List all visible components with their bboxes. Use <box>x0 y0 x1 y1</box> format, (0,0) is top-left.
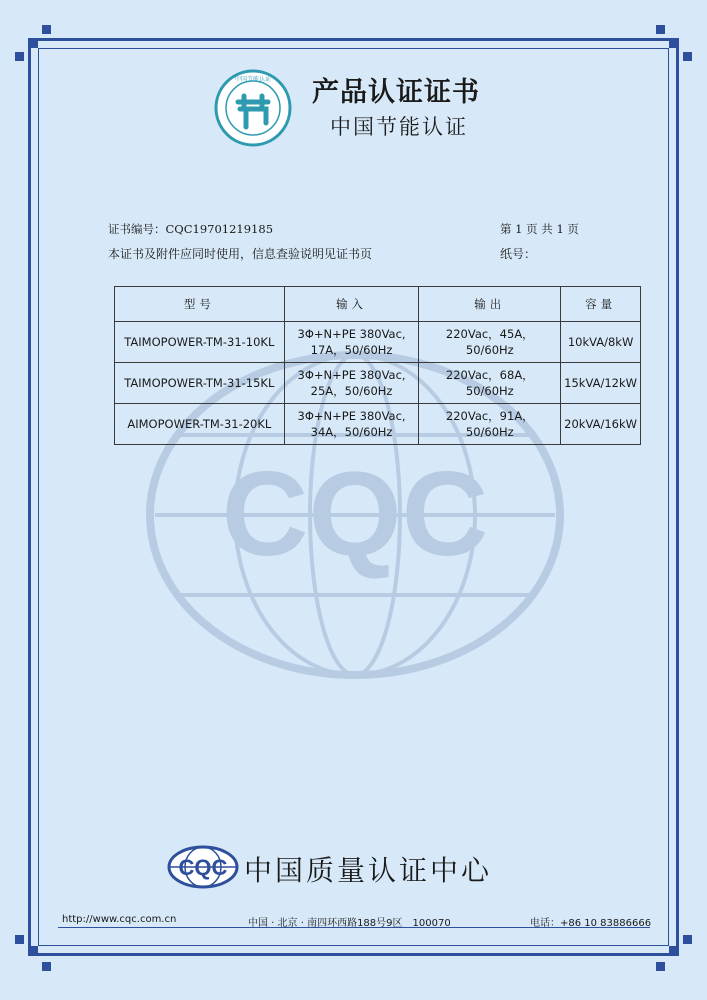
cell-input-line1: 3Φ+N+PE 380Vac, <box>297 368 406 382</box>
certificate-number: CQC19701219185 <box>165 222 274 236</box>
cqc-logo <box>167 845 239 889</box>
corner-square-tr3 <box>683 52 692 61</box>
cell-input-line2: 34A，50/60Hz <box>310 425 393 439</box>
cell-capacity: 20kVA/16kW <box>561 404 641 445</box>
header-output: 输出 <box>419 287 561 322</box>
cell-model: TAIMOPOWER-TM-31-10KL <box>115 322 285 363</box>
certificate-number-label: 证书编号： <box>108 222 166 236</box>
cell-input-line1: 3Φ+N+PE 380Vac, <box>297 409 406 423</box>
energy-conservation-logo <box>214 69 292 147</box>
certificate-title: 产品认证证书 <box>312 77 480 108</box>
cell-output: 220Vac，91A，50/60Hz <box>419 404 561 445</box>
cell-model: AIMOPOWER-TM-31-20KL <box>115 404 285 445</box>
corner-square-bl3 <box>15 935 24 944</box>
footer-website: http://www.cqc.com.cn <box>62 914 177 925</box>
corner-square-tl2 <box>42 25 51 34</box>
cell-input <box>284 363 419 404</box>
corner-square-bl1 <box>28 946 38 956</box>
cell-output: 220Vac，68A，50/60Hz <box>419 363 561 404</box>
cell-input-line2: 25A，50/60Hz <box>310 384 393 398</box>
footer-phone: 电话：+86 10 83886666 <box>530 918 652 929</box>
corner-square-tl3 <box>15 52 24 61</box>
issuer-name: 中国质量认证中心 <box>244 854 493 887</box>
corner-square-br3 <box>683 935 692 944</box>
footer-divider <box>58 927 650 928</box>
cell-output: 220Vac，45A，50/60Hz <box>419 322 561 363</box>
table-header-row <box>115 287 641 322</box>
header-capacity: 容量 <box>561 287 641 322</box>
table-row <box>115 404 641 445</box>
corner-square-br1 <box>669 946 679 956</box>
header-input: 输入 <box>284 287 419 322</box>
header-model: 型号 <box>115 287 285 322</box>
corner-square-tr2 <box>656 25 665 34</box>
cell-input-line2: 17A，50/60Hz <box>310 343 393 357</box>
cell-capacity: 10kVA/8kW <box>561 322 641 363</box>
cell-capacity: 15kVA/12kW <box>561 363 641 404</box>
certificate-subtitle: 中国节能认证 <box>330 115 468 139</box>
table-row <box>115 322 641 363</box>
page-info: 第 1 页 共 1 页 <box>500 222 579 236</box>
table-row <box>115 363 641 404</box>
logo-top-text: 中国节能认证 <box>234 76 272 83</box>
corner-square-br2 <box>656 962 665 971</box>
paper-number-label: 纸号： <box>500 247 537 261</box>
cell-input <box>284 404 419 445</box>
product-table <box>114 286 641 445</box>
corner-square-tr1 <box>669 38 679 48</box>
cell-input <box>284 322 419 363</box>
corner-square-bl2 <box>42 962 51 971</box>
cell-model: TAIMOPOWER-TM-31-15KL <box>115 363 285 404</box>
corner-square-tl1 <box>28 38 38 48</box>
watermark-text: CQC <box>221 447 489 581</box>
cqc-logo-text: CQC <box>178 855 228 880</box>
cell-input-line1: 3Φ+N+PE 380Vac, <box>297 327 406 341</box>
certificate-number-line <box>108 221 273 237</box>
usage-note: 本证书及附件应同时使用，信息查验说明见证书页 <box>108 247 373 261</box>
footer-address: 中国 · 北京 · 南四环西路188号9区 100070 <box>248 918 451 929</box>
